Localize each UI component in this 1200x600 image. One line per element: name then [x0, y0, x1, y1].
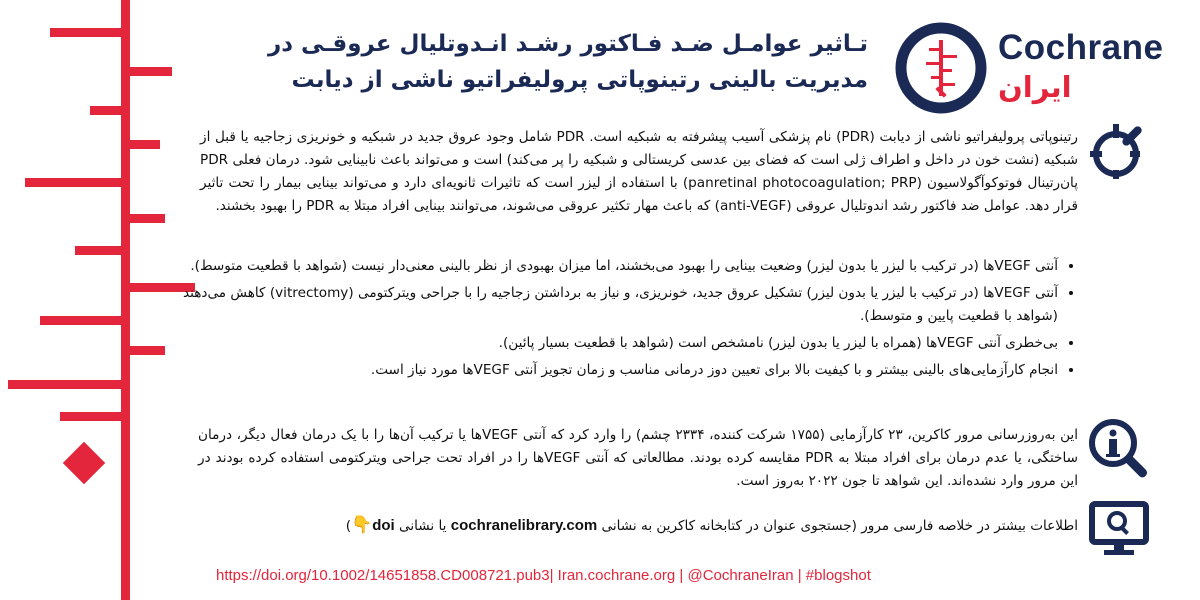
- review-summary-paragraph: این به‌روزرسانی مرور کاکرین، ۲۳ کارآزمایی (۱۷۵۵ شرکت کننده، ۲۳۳۴ چشم) را وارد کرد که آنتی VEGFها یا ترکیب آن‌ها را با یک درمان فعال دیگر، درمان ساختگی، یا عدم درمان برای افراد مبتلا به PDR مقایسه کرده بودند. مطالعاتی که آنتی VEGFها را در افراد تحت جراحی ویترکتومی استفاده کرده بودند در این مرور وارد نشده‌اند. این شواهد تا جون ۲۰۲۲ به‌روز است.: [198, 427, 1078, 489]
- more-info-line: [198, 514, 1078, 538]
- list-item: • بی‌خطری آنتی VEGFها (همراه با لیزر یا بدون لیزر) نامشخص است (شواهد با قطعیت بسیار پائین).: [178, 332, 1058, 355]
- title-line-2: مدیریت بالینی رتینوپاتی پرولیفراتیو ناشی از دیابت: [291, 67, 868, 93]
- cochrane-library-link[interactable]: cochranelibrary.com: [450, 517, 598, 534]
- cochrane-logo-icon: [895, 22, 987, 114]
- doi-link[interactable]: doi: [372, 517, 395, 534]
- cochrane-iran-logo: [895, 22, 1195, 112]
- page-title: [188, 26, 868, 98]
- pointing-hand-icon: 👇: [351, 515, 373, 535]
- list-item: • آنتی VEGFها (در ترکیب با لیزر یا بدون لیزر) وضعیت بینایی را بهبود می‌بخشند، اما میزان بهبودی از نظر بالینی معنی‌دار نیست (شواهد با قطعیت متوسط).: [178, 255, 1058, 278]
- more-info-text: اطلاعات بیشتر در خلاصه فارسی مرور (جستجوی عنوان در کتابخانه کاکرین به نشانی: [601, 518, 1078, 534]
- intro-paragraph: رتینوپاتی پرولیفراتیو ناشی از دیابت (PDR) نام پزشکی آسیب پیشرفته به شبکیه است. PDR شامل وجود عروق جدید در شبکیه و خونریزی زجاجیه یا قبل از شبکیه (نشت خون در داخل و اطراف ژلی است که فضای بین عدسی کریستالی و شبکیه را پر می‌کند) است و می‌تواند باعث نابینایی شود. درمان فعلی PDR پان‌رتینال فوتوکوآگولاسیون (panretinal photocoagulation; PRP) با استفاده از لیزر است که تاثیرات ثانویه‌ای دارد و می‌تواند بینایی بیمار را تحت تاثیر قرار دهد. عوامل ضد فاکتور رشد اندوتلیال عروقی (anti-VEGF) که باعث مهار تکثیر عروقی می‌شوند، می‌توانند بینایی افراد مبتلا به PDR را بهبود بخشند.: [200, 129, 1078, 214]
- list-item: • انجام کارآزمایی‌های بالینی بیشتر و با کیفیت بالا برای تعیین دوز درمانی مناسب و زمان تجویز آنتی VEGFها مورد نیاز است.: [178, 359, 1058, 382]
- logo-wordmark: Cochrane: [998, 28, 1164, 67]
- more-info-or: یا نشانی: [399, 518, 447, 534]
- title-line-1: تـاثیر عوامـل ضـد فـاکتور رشـد انـدوتلیال عروقـی در: [267, 31, 868, 57]
- logo-region: ایران: [998, 70, 1072, 104]
- key-findings-list: [178, 255, 1078, 386]
- footer-links[interactable]: https://doi.org/10.1002/14651858.CD008721.pub3| Iran.cochrane.org | @CochraneIran | #blogshot: [216, 567, 871, 584]
- crosshair-magnifier-icon: [1090, 118, 1152, 180]
- monitor-search-icon: [1088, 500, 1150, 558]
- list-item: • آنتی VEGFها (در ترکیب با لیزر یا بدون لیزر) تشکیل عروق جدید، خونریزی، و نیاز به برداشتن زجاجیه را با جراحی ویترکتومی (vitrectomy) کاهش می‌دهند (شواهد با قطعیت پایین و متوسط).: [178, 282, 1058, 328]
- more-info-close: ): [345, 518, 352, 534]
- info-magnifier-icon: [1088, 418, 1150, 480]
- decorative-forest-plot: [0, 0, 200, 600]
